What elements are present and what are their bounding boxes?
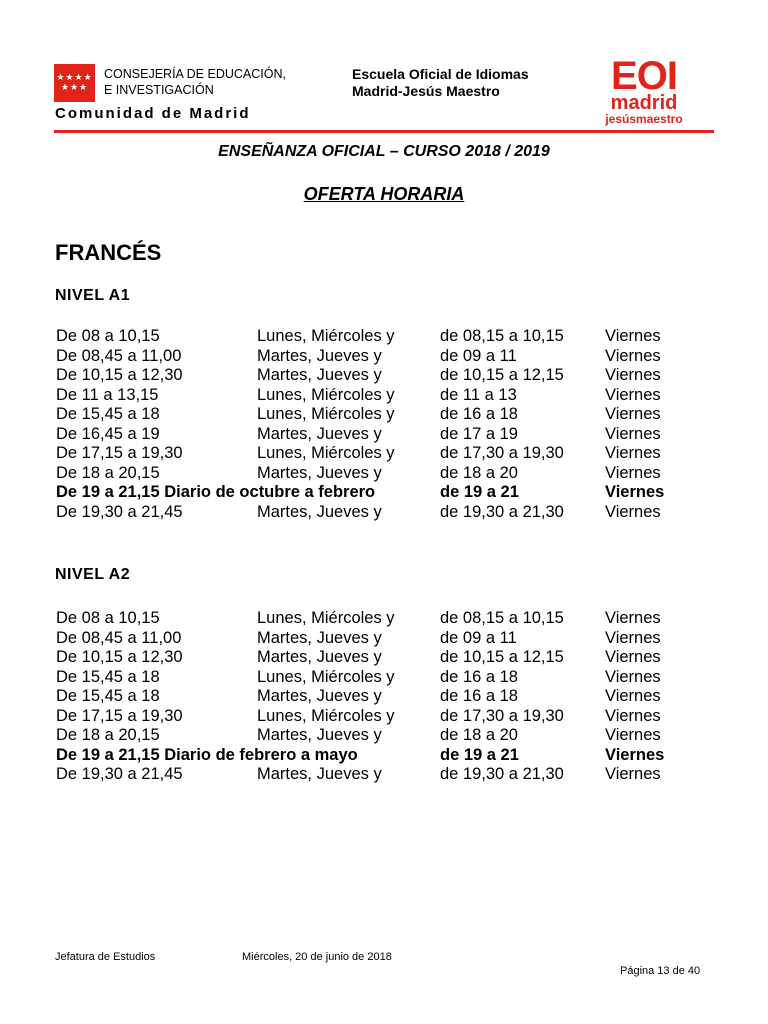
time-range: De 19,30 a 21,45 (56, 765, 183, 783)
time-range: De 15,45 a 18 (56, 687, 160, 705)
friday-label: Viernes (605, 327, 661, 345)
friday-time: de 09 a 11 (440, 628, 517, 647)
time-range: De 08,45 a 11,00 (56, 346, 182, 365)
time-range: De 19 a 21,15 Diario de febrero a mayo (56, 745, 358, 764)
table-row (0, 629, 768, 649)
days-label: Martes, Jueves y (257, 628, 382, 647)
time-range: De 08 a 10,15 (56, 609, 160, 627)
table-row (0, 405, 768, 425)
friday-label: Viernes (605, 765, 661, 783)
friday-label: Viernes (605, 346, 661, 365)
days-label: Lunes, Miércoles y (257, 327, 395, 345)
time-range: De 08 a 10,15 (56, 327, 160, 345)
friday-time: de 17 a 19 (440, 424, 518, 443)
friday-label: Viernes (605, 424, 661, 443)
time-range: De 15,45 a 18 (56, 667, 160, 686)
table-row (0, 746, 768, 766)
time-range: De 10,15 a 12,30 (56, 648, 183, 666)
madrid-flag-logo (54, 64, 95, 102)
offer-title: OFERTA HORARIA (303, 184, 465, 204)
consejeria-label (104, 67, 286, 98)
table-row (0, 327, 768, 347)
table-row (0, 726, 768, 746)
table-row (0, 648, 768, 668)
friday-time: de 08,15 a 10,15 (440, 609, 564, 627)
friday-time: de 08,15 a 10,15 (440, 327, 564, 345)
days-label: Lunes, Miércoles y (257, 706, 395, 725)
friday-label: Viernes (605, 483, 665, 501)
time-range: De 10,15 a 12,30 (56, 366, 183, 384)
days-label: Lunes, Miércoles y (257, 609, 395, 627)
friday-label: Viernes (605, 502, 661, 521)
days-label: Martes, Jueves y (257, 648, 382, 666)
days-label: Martes, Jueves y (257, 424, 382, 443)
consejeria-line1: CONSEJERÍA DE EDUCACIÓN, (104, 67, 286, 81)
days-label: Martes, Jueves y (257, 366, 382, 384)
time-range: De 18 a 20,15 (56, 726, 160, 744)
table-row (0, 425, 768, 445)
time-range: De 11 a 13,15 (56, 385, 159, 404)
level-heading-a2: NIVEL A2 (55, 566, 131, 583)
friday-label: Viernes (605, 405, 661, 423)
days-label: Martes, Jueves y (257, 726, 382, 744)
time-range: De 19 a 21,15 Diario de octubre a febrero (56, 483, 376, 501)
days-label: Martes, Jueves y (257, 765, 382, 783)
escuela-line2: Madrid-Jesús Maestro (352, 83, 500, 99)
friday-label: Viernes (605, 444, 661, 462)
friday-time: de 19 a 21 (440, 745, 519, 764)
friday-time: de 09 a 11 (440, 346, 517, 365)
time-range: De 15,45 a 18 (56, 405, 160, 423)
footer-page-number: Página 13 de 40 (620, 965, 701, 977)
days-label: Martes, Jueves y (257, 502, 382, 521)
eoi-logo-big: EOI (611, 54, 677, 98)
time-range: De 18 a 20,15 (56, 463, 160, 482)
table-row (0, 366, 768, 386)
friday-time: de 16 a 18 (440, 667, 518, 686)
eoi-logo-mid: madrid (610, 92, 678, 114)
table-row (0, 464, 768, 484)
friday-label: Viernes (605, 706, 661, 725)
eoi-logo (604, 54, 684, 126)
course-title: ENSEÑANZA OFICIAL – CURSO 2018 / 2019 (218, 143, 550, 160)
friday-time: de 17,30 a 19,30 (440, 444, 564, 462)
table-row (0, 687, 768, 707)
friday-time: de 19 a 21 (440, 483, 519, 501)
table-row (0, 503, 768, 523)
schedule-table-a1 (0, 327, 768, 522)
days-label: Lunes, Miércoles y (257, 444, 395, 462)
friday-label: Viernes (605, 667, 661, 686)
friday-time: de 18 a 20 (440, 463, 518, 482)
time-range: De 17,15 a 19,30 (56, 706, 183, 725)
time-range: De 17,15 a 19,30 (56, 444, 183, 462)
friday-time: de 17,30 a 19,30 (440, 706, 564, 725)
footer-department: Jefatura de Estudios (55, 951, 156, 963)
table-row (0, 386, 768, 406)
friday-label: Viernes (605, 687, 661, 705)
days-label: Lunes, Miércoles y (257, 385, 395, 404)
header-divider (54, 130, 714, 133)
level-heading-a1: NIVEL A1 (55, 287, 131, 304)
time-range: De 08,45 a 11,00 (56, 628, 182, 647)
time-range: De 16,45 a 19 (56, 424, 160, 443)
friday-label: Viernes (605, 726, 661, 744)
language-heading: FRANCÉS (55, 240, 162, 265)
days-label: Lunes, Miércoles y (257, 405, 395, 423)
table-row (0, 609, 768, 629)
eoi-logo-small: jesúsmaestro (605, 112, 683, 126)
time-range: De 19,30 a 21,45 (56, 502, 183, 521)
friday-time: de 19,30 a 21,30 (440, 502, 564, 521)
friday-time: de 11 a 13 (440, 385, 517, 404)
table-row (0, 347, 768, 367)
friday-label: Viernes (605, 628, 661, 647)
days-label: Martes, Jueves y (257, 346, 382, 365)
days-label: Martes, Jueves y (257, 463, 382, 482)
table-row (0, 444, 768, 464)
table-row (0, 483, 768, 503)
footer-date: Miércoles, 20 de junio de 2018 (242, 951, 392, 963)
friday-label: Viernes (605, 609, 661, 627)
friday-time: de 18 a 20 (440, 726, 518, 744)
escuela-line1: Escuela Oficial de Idiomas (352, 66, 529, 82)
days-label: Martes, Jueves y (257, 687, 382, 705)
schedule-table-a2 (0, 609, 768, 785)
consejeria-line2: E INVESTIGACIÓN (104, 82, 214, 97)
table-row (0, 668, 768, 688)
friday-time: de 16 a 18 (440, 405, 518, 423)
friday-label: Viernes (605, 366, 661, 384)
friday-time: de 10,15 a 12,15 (440, 366, 564, 384)
escuela-label (352, 66, 529, 100)
friday-label: Viernes (605, 385, 661, 404)
friday-label: Viernes (605, 745, 665, 764)
table-row (0, 765, 768, 785)
friday-time: de 10,15 a 12,15 (440, 648, 564, 666)
friday-time: de 16 a 18 (440, 687, 518, 705)
days-label: Lunes, Miércoles y (257, 667, 395, 686)
comunidad-label: Comunidad de Madrid (55, 105, 251, 122)
friday-time: de 19,30 a 21,30 (440, 765, 564, 783)
friday-label: Viernes (605, 648, 661, 666)
stars-icon: ★★★★ ★★★ (56, 72, 93, 92)
table-row (0, 707, 768, 727)
friday-label: Viernes (605, 463, 661, 482)
